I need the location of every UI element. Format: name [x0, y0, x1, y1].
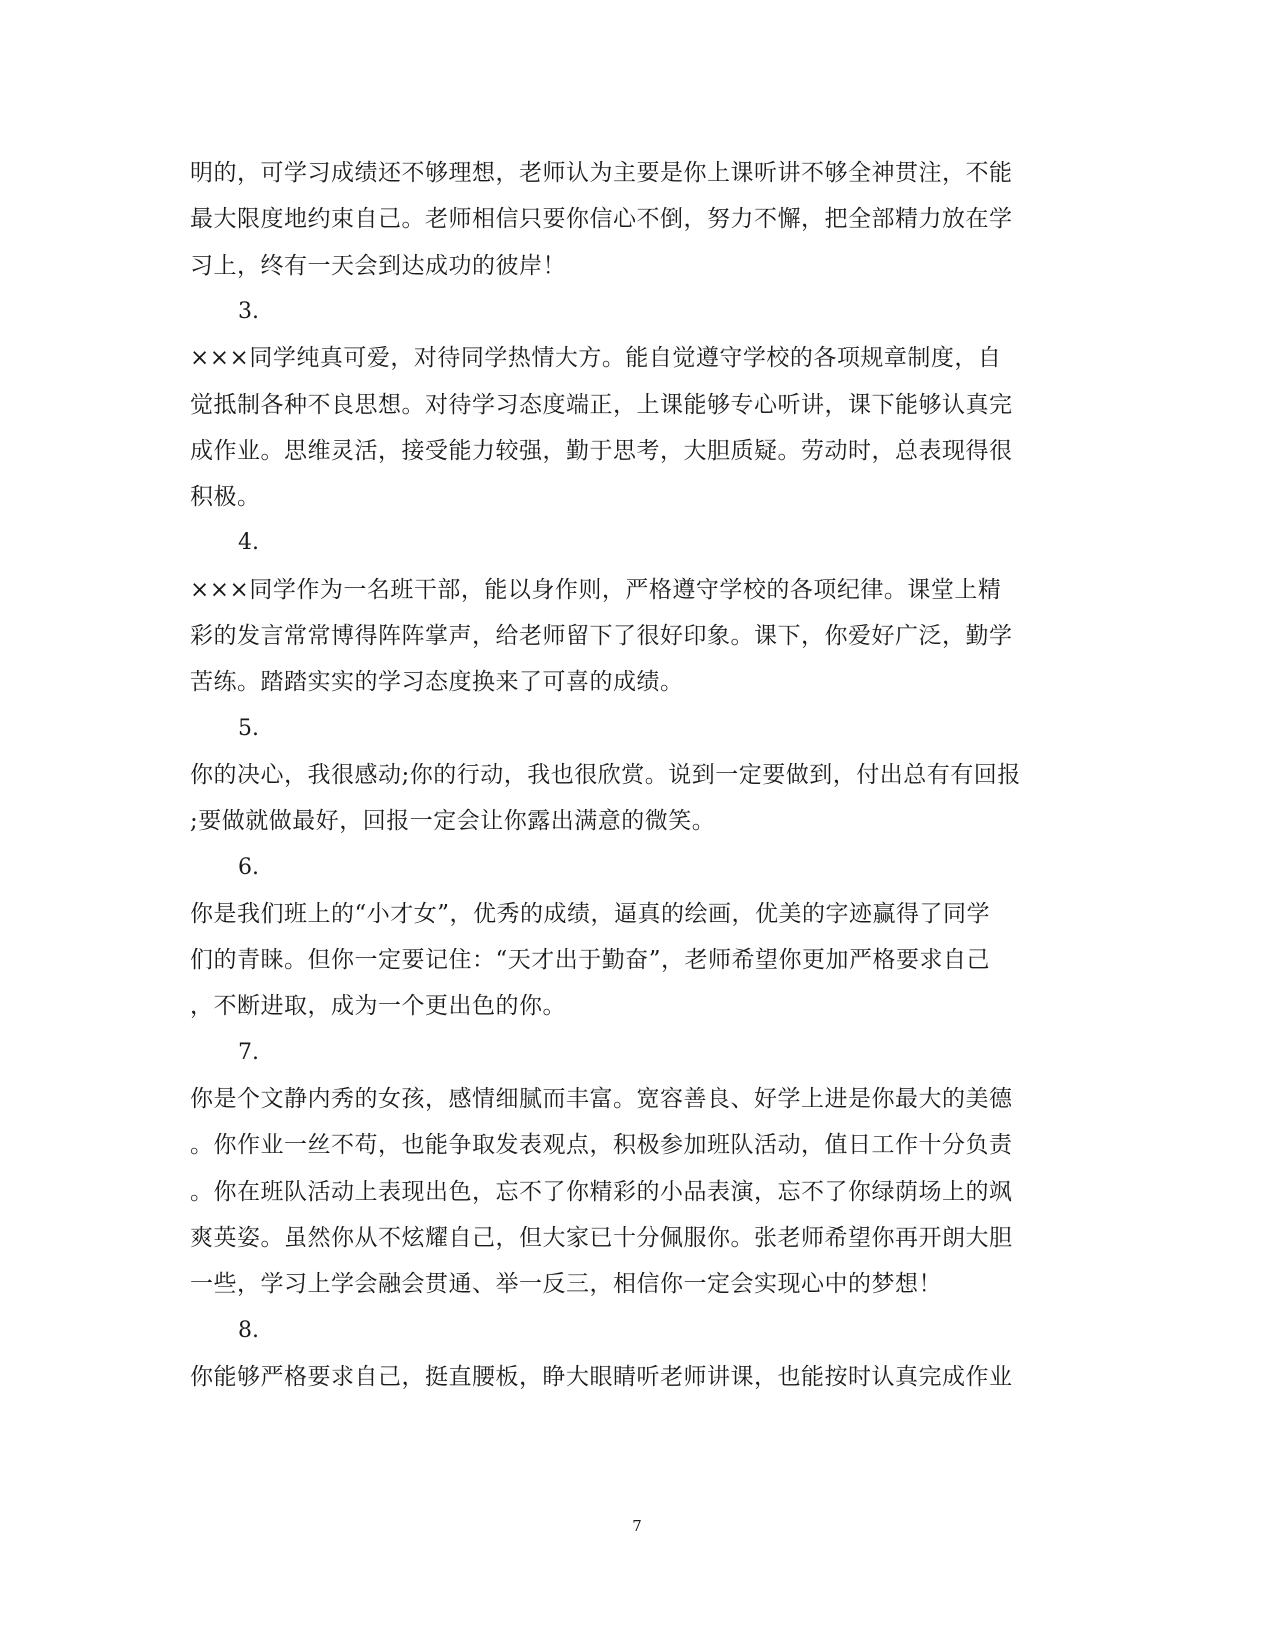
paragraph-line: 觉抵制各种不良思想。对待学习态度端正，上课能够专心听讲，课下能够认真完 — [190, 391, 1013, 418]
paragraph-line: 习上，终有一天会到达成功的彼岸！ — [190, 252, 566, 279]
paragraph-line: ，不断进取，成为一个更出色的你。 — [190, 993, 566, 1020]
paragraph-line: 一些，学习上学会融会贯通、举一反三，相信你一定会实现心中的梦想！ — [190, 1271, 942, 1298]
item-number: 8. — [238, 1317, 259, 1343]
paragraph-line: 爽英姿。虽然你从不炫耀自己，但大家已十分佩服你。张老师希望你再开朗大胆 — [190, 1224, 1013, 1251]
paragraph-line: 。你在班队活动上表现出色，忘不了你精彩的小品表演，忘不了你绿荫场上的飒 — [190, 1178, 1013, 1205]
paragraph-line: 成作业。思维灵活，接受能力较强，勤于思考，大胆质疑。劳动时，总表现得很 — [190, 437, 1013, 464]
paragraph-line: 你的决心，我很感动;你的行动，我也很欣赏。说到一定要做到，付出总有有回报 — [190, 761, 1021, 788]
paragraph-line: 最大限度地约束自己。老师相信只要你信心不倒，努力不懈，把全部精力放在学 — [190, 206, 1013, 233]
paragraph-line: 苦练。踏踏实实的学习态度换来了可喜的成绩。 — [190, 669, 684, 696]
paragraph-line: 你是我们班上的“小才女”，优秀的成绩，逼真的绘画，优美的字迹赢得了同学 — [190, 900, 991, 927]
paragraph-line: 彩的发言常常博得阵阵掌声，给老师留下了很好印象。课下，你爱好广泛，勤学 — [190, 623, 1013, 649]
paragraph-line: 明的，可学习成绩还不够理想，老师认为主要是你上课听讲不够全神贯注，不能 — [190, 160, 1013, 186]
paragraph-line: ×××同学作为一名班干部，能以身作则，严格遵守学校的各项纪律。课堂上精 — [190, 576, 1002, 603]
paragraph-line: 们的青睐。但你一定要记住：“天才出于勤奋”，老师希望你更加严格要求自己 — [190, 947, 991, 974]
paragraph-line: 。你作业一丝不苟，也能争取发表观点，积极参加班队活动，值日工作十分负责 — [190, 1132, 1013, 1159]
paragraph-line: ×××同学纯真可爱，对待同学热情大方。能自觉遵守学校的各项规章制度，自 — [190, 345, 1002, 372]
paragraph-line: ;要做就做最好，回报一定会让你露出满意的微笑。 — [190, 808, 716, 835]
page-number: 7 — [632, 1517, 642, 1535]
paragraph-line: 积极。 — [190, 484, 261, 511]
item-number: 4. — [238, 530, 259, 556]
item-number: 5. — [238, 715, 259, 741]
item-number: 6. — [238, 854, 259, 880]
item-number: 7. — [238, 1039, 259, 1065]
paragraph-line: 你能够严格要求自己，挺直腰板，睁大眼睛听老师讲课，也能按时认真完成作业 — [190, 1363, 1013, 1390]
item-number: 3. — [238, 298, 259, 324]
paragraph-line: 你是个文静内秀的女孩，感情细腻而丰富。宽容善良、好学上进是你最大的美德 — [190, 1086, 1013, 1112]
